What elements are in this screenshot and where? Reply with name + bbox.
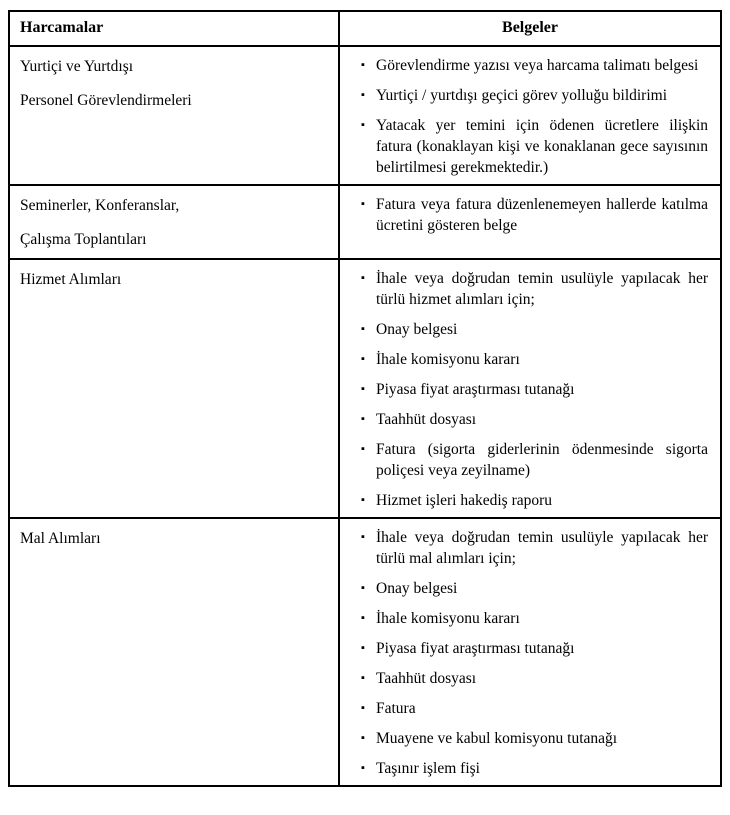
- bullet-square-icon: ▪: [361, 642, 365, 654]
- table-row: [9, 259, 721, 518]
- documents-cell: [339, 46, 721, 185]
- bullet-square-icon: ▪: [361, 89, 365, 101]
- document-item: [350, 698, 708, 719]
- documents-cell: [339, 259, 721, 518]
- table-header-row: [9, 11, 721, 46]
- expense-cell: [9, 518, 339, 786]
- document-item: [350, 728, 708, 749]
- document-text: Hizmet işleri hakediş raporu: [376, 492, 553, 509]
- document-text: Onay belgesi: [376, 580, 458, 597]
- expenses-documents-table: [8, 10, 722, 787]
- table-row: [9, 518, 721, 786]
- document-text: Piyasa fiyat araştırması tutanağı: [376, 640, 575, 657]
- document-text: Taahhüt dosyası: [376, 411, 477, 428]
- bullet-square-icon: ▪: [361, 702, 365, 714]
- bullet-square-icon: ▪: [361, 413, 365, 425]
- bullet-square-icon: ▪: [361, 443, 365, 455]
- expense-line: Mal Alımları: [20, 530, 101, 547]
- document-item: [350, 85, 708, 106]
- expense-cell: [9, 185, 339, 259]
- document-text: Muayene ve kabul komisyonu tutanağı: [376, 730, 618, 747]
- document-text: Piyasa fiyat araştırması tutanağı: [376, 381, 575, 398]
- document-text: İhale komisyonu kararı: [376, 610, 520, 627]
- document-text: Taahhüt dosyası: [376, 670, 477, 687]
- document-item: [350, 379, 708, 400]
- bullet-square-icon: ▪: [361, 383, 365, 395]
- document-item: [350, 319, 708, 340]
- document-item: [350, 668, 708, 689]
- bullet-square-icon: ▪: [361, 272, 365, 284]
- document-text: İhale komisyonu kararı: [376, 351, 520, 368]
- bullet-square-icon: ▪: [361, 198, 365, 210]
- document-item: [350, 758, 708, 779]
- bullet-square-icon: ▪: [361, 59, 365, 71]
- documents-cell: [339, 185, 721, 259]
- document-item: [350, 268, 708, 310]
- document-item: [350, 638, 708, 659]
- expense-line: Seminerler, Konferanslar,: [20, 197, 180, 214]
- table-row: [9, 46, 721, 185]
- bullet-square-icon: ▪: [361, 672, 365, 684]
- bullet-square-icon: ▪: [361, 732, 365, 744]
- expense-line: Yurtiçi ve Yurtdışı: [20, 58, 134, 75]
- document-text: İhale veya doğrudan temin usulüyle yapılacak her türlü mal alımları için;: [376, 529, 708, 567]
- document-item: [350, 439, 708, 481]
- document-text: Taşınır işlem fişi: [376, 760, 480, 777]
- expense-cell: [9, 259, 339, 518]
- column-header-documents: Belgeler: [339, 11, 721, 46]
- bullet-square-icon: ▪: [361, 494, 365, 506]
- bullet-square-icon: ▪: [361, 119, 365, 131]
- expense-line: Hizmet Alımları: [20, 271, 122, 288]
- document-item: [350, 527, 708, 569]
- document-text: Görevlendirme yazısı veya harcama talimatı belgesi: [376, 57, 699, 74]
- document-text: Yurtiçi / yurtdışı geçici görev yolluğu bildirimi: [376, 87, 668, 104]
- document-text: Fatura veya fatura düzenlenemeyen hallerde katılma ücretini gösteren belge: [376, 196, 708, 234]
- document-item: [350, 608, 708, 629]
- bullet-square-icon: ▪: [361, 762, 365, 774]
- document-text: İhale veya doğrudan temin usulüyle yapılacak her türlü hizmet alımları için;: [376, 270, 708, 308]
- document-text: Fatura: [376, 700, 416, 717]
- document-item: [350, 194, 708, 236]
- document-item: [350, 490, 708, 511]
- document-text: Yatacak yer temini için ödenen ücretlere ilişkin fatura (konaklayan kişi ve konaklanan gece sayısının belirtilmesi gerekmektedir.): [376, 117, 708, 176]
- document-item: [350, 55, 708, 76]
- expense-cell: [9, 46, 339, 185]
- document-item: [350, 578, 708, 599]
- bullet-square-icon: ▪: [361, 323, 365, 335]
- document-item: [350, 115, 708, 178]
- bullet-square-icon: ▪: [361, 531, 365, 543]
- document-item: [350, 409, 708, 430]
- table-row: [9, 185, 721, 259]
- table-body: [9, 46, 721, 786]
- document-item: [350, 349, 708, 370]
- bullet-square-icon: ▪: [361, 353, 365, 365]
- document-text: Fatura (sigorta giderlerinin ödenmesinde sigorta poliçesi veya zeyilname): [376, 441, 708, 479]
- expense-line: Çalışma Toplantıları: [20, 231, 147, 248]
- expense-line: Personel Görevlendirmeleri: [20, 92, 192, 109]
- bullet-square-icon: ▪: [361, 612, 365, 624]
- documents-cell: [339, 518, 721, 786]
- column-header-expenses: Harcamalar: [9, 11, 339, 46]
- bullet-square-icon: ▪: [361, 582, 365, 594]
- document-text: Onay belgesi: [376, 321, 458, 338]
